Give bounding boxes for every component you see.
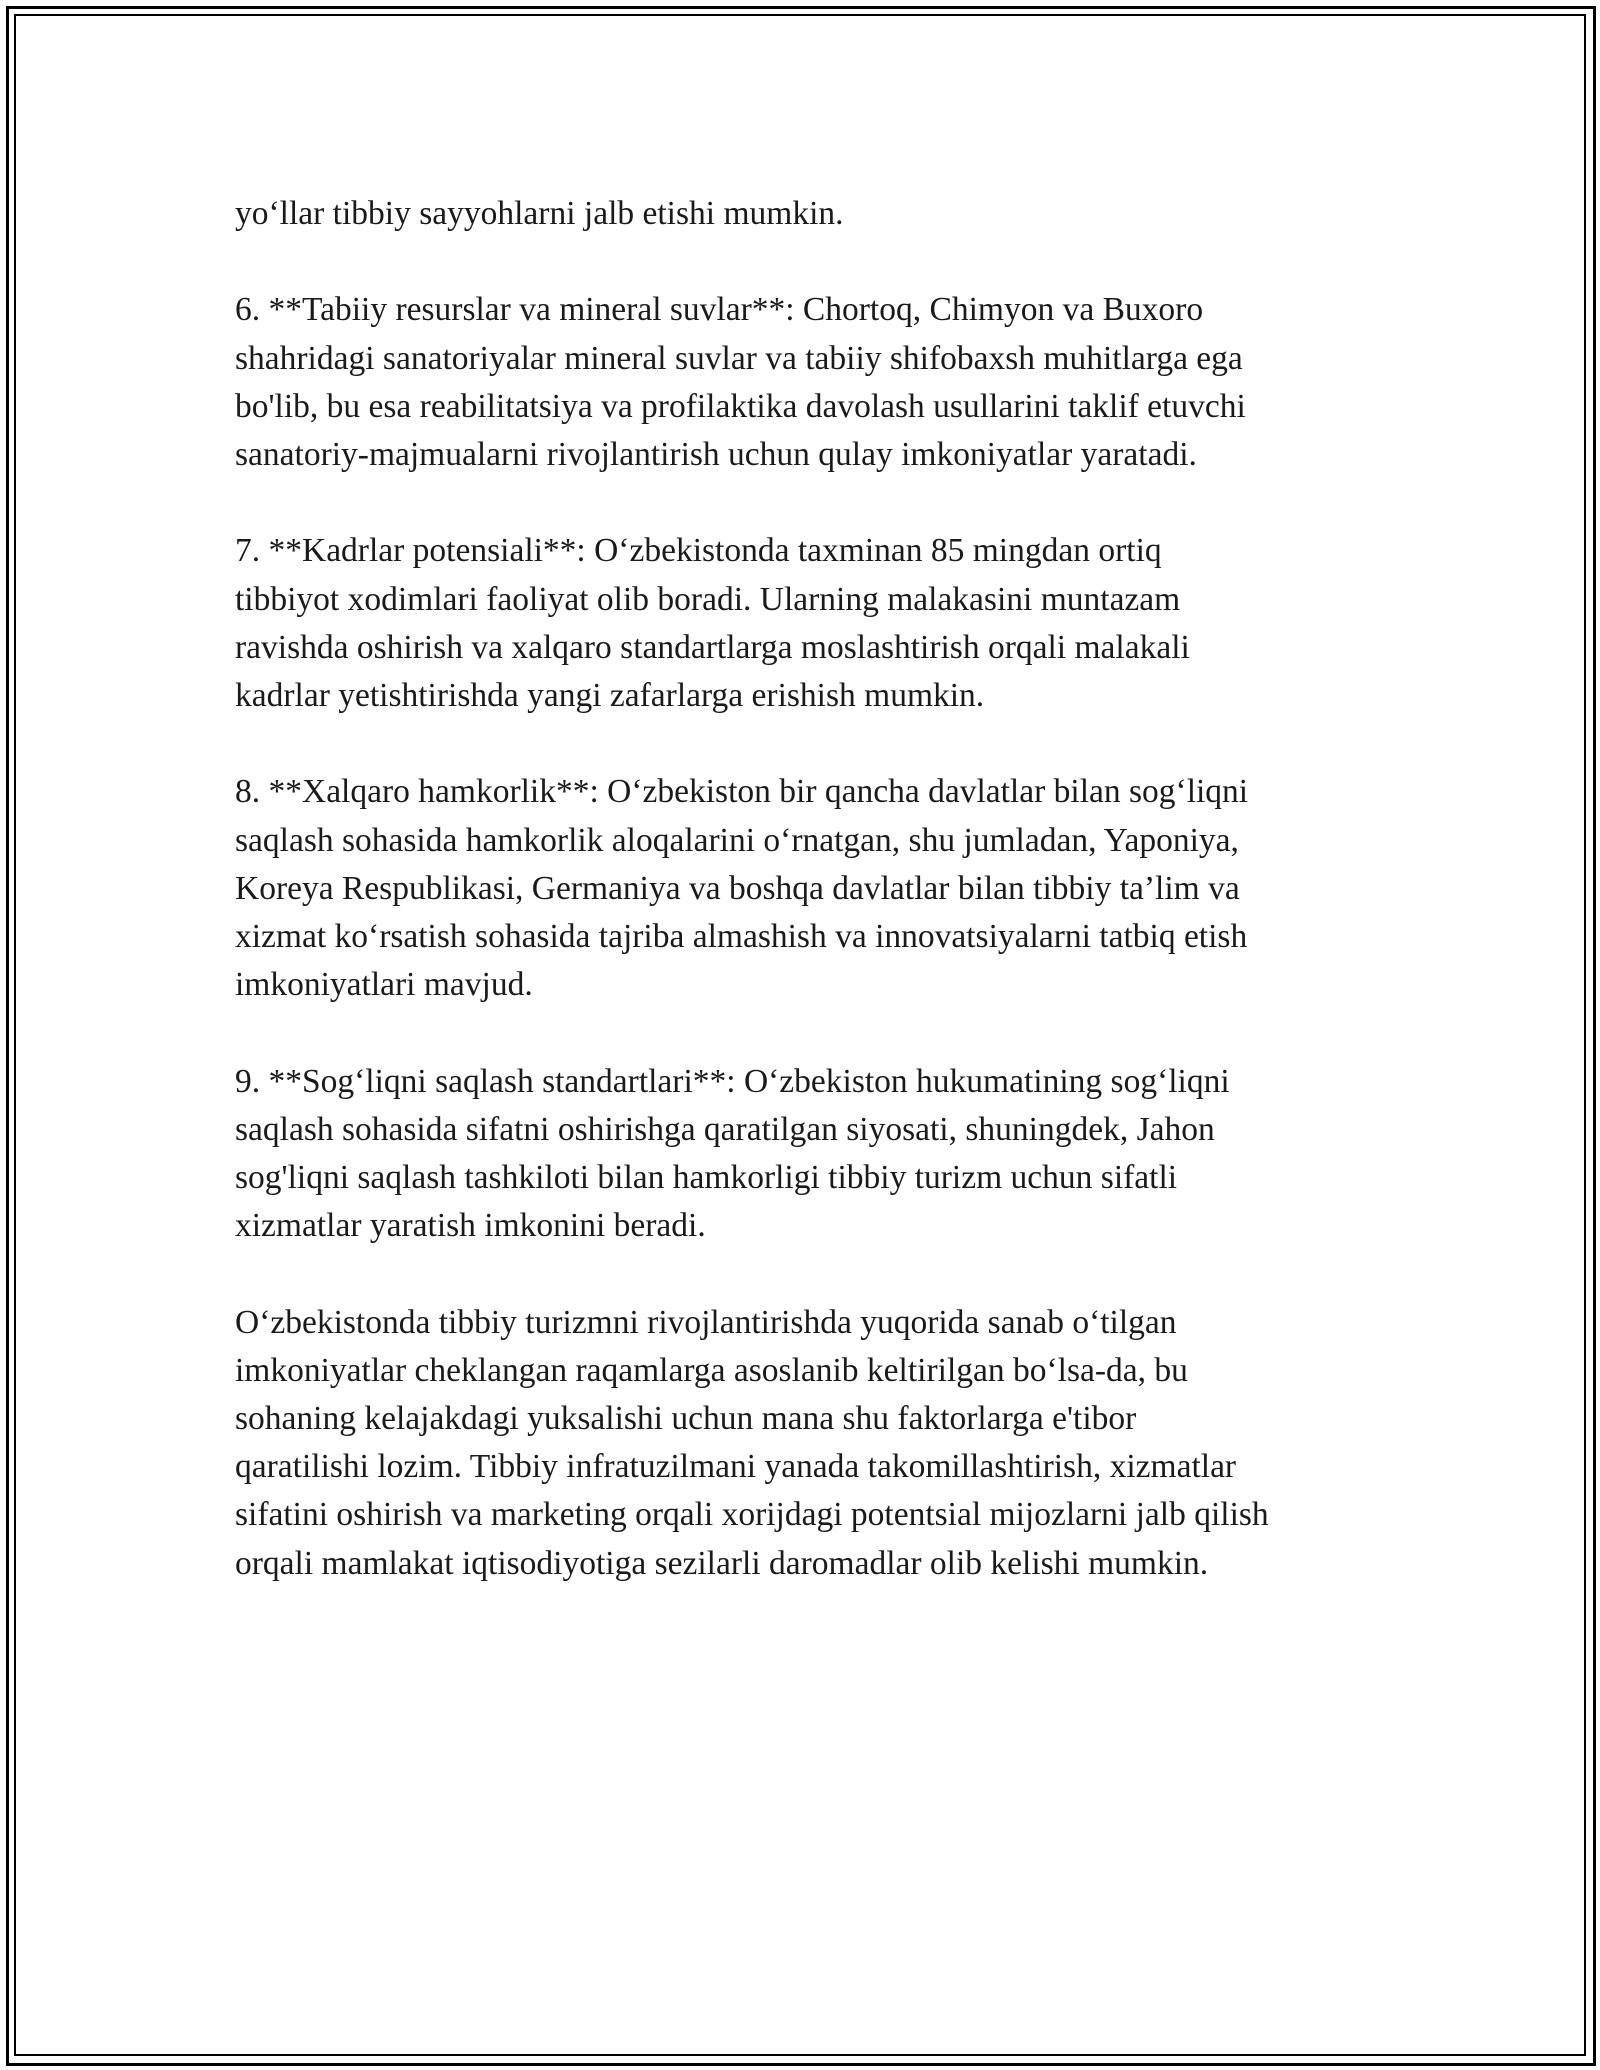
text-line: sohaning kelajakdagi yuksalishi uchun mana shu faktorlarga e'tibor (235, 1400, 1137, 1437)
text-line: shahridagi sanatoriyalar mineral suvlar va tabiiy shifobaxsh muhitlarga ega (235, 339, 1243, 377)
text-line: O‘zbekistonda tibbiy turizmni rivojlantirishda yuqorida sanab o‘tilgan (235, 1303, 1177, 1341)
text-line: Koreya Respublikasi, Germaniya va boshqa davlatlar bilan tibbiy ta’lim va (235, 869, 1240, 907)
text-line: sog'liqni saqlash tashkiloti bilan hamkorligi tibbiy turizm uchun sifatli (235, 1159, 1178, 1196)
paragraph-item-7 (235, 527, 1395, 720)
text-line: ravishda oshirish va xalqaro standartlarga moslashtirish orqali malakali (235, 628, 1190, 666)
paragraph-item-9 (235, 1058, 1395, 1251)
text-line: 9. **Sog‘liqni saqlash standartlari**: O‘zbekiston hukumatining sog‘liqni (235, 1062, 1230, 1100)
paragraph-item-6 (235, 286, 1395, 479)
text-line: imkoniyatlar cheklangan raqamlarga asoslanib keltirilgan bo‘lsa-da, bu (235, 1351, 1188, 1389)
text-line: tibbiyot xodimlari faoliyat olib boradi. Ularning malakasini muntazam (235, 580, 1181, 618)
text-line: 7. **Kadrlar potensiali**: O‘zbekistonda taxminan 85 mingdan ortiq (235, 532, 1162, 570)
text-line: imkoniyatlari mavjud. (235, 966, 533, 1004)
text-line: xizmatlar yaratish imkonini beradi. (235, 1207, 706, 1245)
text-line: saqlash sohasida sifatni oshirishga qaratilgan siyosati, shuningdek, Jahon (235, 1110, 1215, 1148)
text-line: qaratilishi lozim. Tibbiy infratuzilmani yanada takomillashtirish, xizmatlar (235, 1448, 1237, 1486)
paragraph-continuation (235, 190, 1395, 238)
text-line: sifatini oshirish va marketing orqali xorijdagi potentsial mijozlarni jalb qilish (235, 1496, 1269, 1534)
paragraph-conclusion (235, 1299, 1395, 1588)
paragraph-item-8 (235, 768, 1395, 1009)
text-line: 6. **Tabiiy resurslar va mineral suvlar**: Chortoq, Chimyon va Buxoro (235, 291, 1204, 329)
text-line: bo'lib, bu esa reabilitatsiya va profilaktika davolash usullarini taklif etuvchi (235, 387, 1246, 425)
text-line: sanatoriy-majmualarni rivojlantirish uchun qulay imkoniyatlar yaratadi. (235, 436, 1197, 473)
document-body (235, 190, 1395, 1636)
text-line: yo‘llar tibbiy sayyohlarni jalb etishi mumkin. (235, 195, 844, 232)
text-line: 8. **Xalqaro hamkorlik**: O‘zbekiston bir qancha davlatlar bilan sog‘liqni (235, 773, 1249, 811)
text-line: saqlash sohasida hamkorlik aloqalarini o‘rnatgan, shu jumladan, Yaponiya, (235, 821, 1239, 859)
text-line: kadrlar yetishtirishda yangi zafarlarga erishish mumkin. (235, 677, 985, 714)
text-line: orqali mamlakat iqtisodiyotiga sezilarli daromadlar olib kelishi mumkin. (235, 1544, 1209, 1582)
text-line: xizmat ko‘rsatish sohasida tajriba almashish va innovatsiyalarni tatbiq etish (235, 918, 1248, 955)
